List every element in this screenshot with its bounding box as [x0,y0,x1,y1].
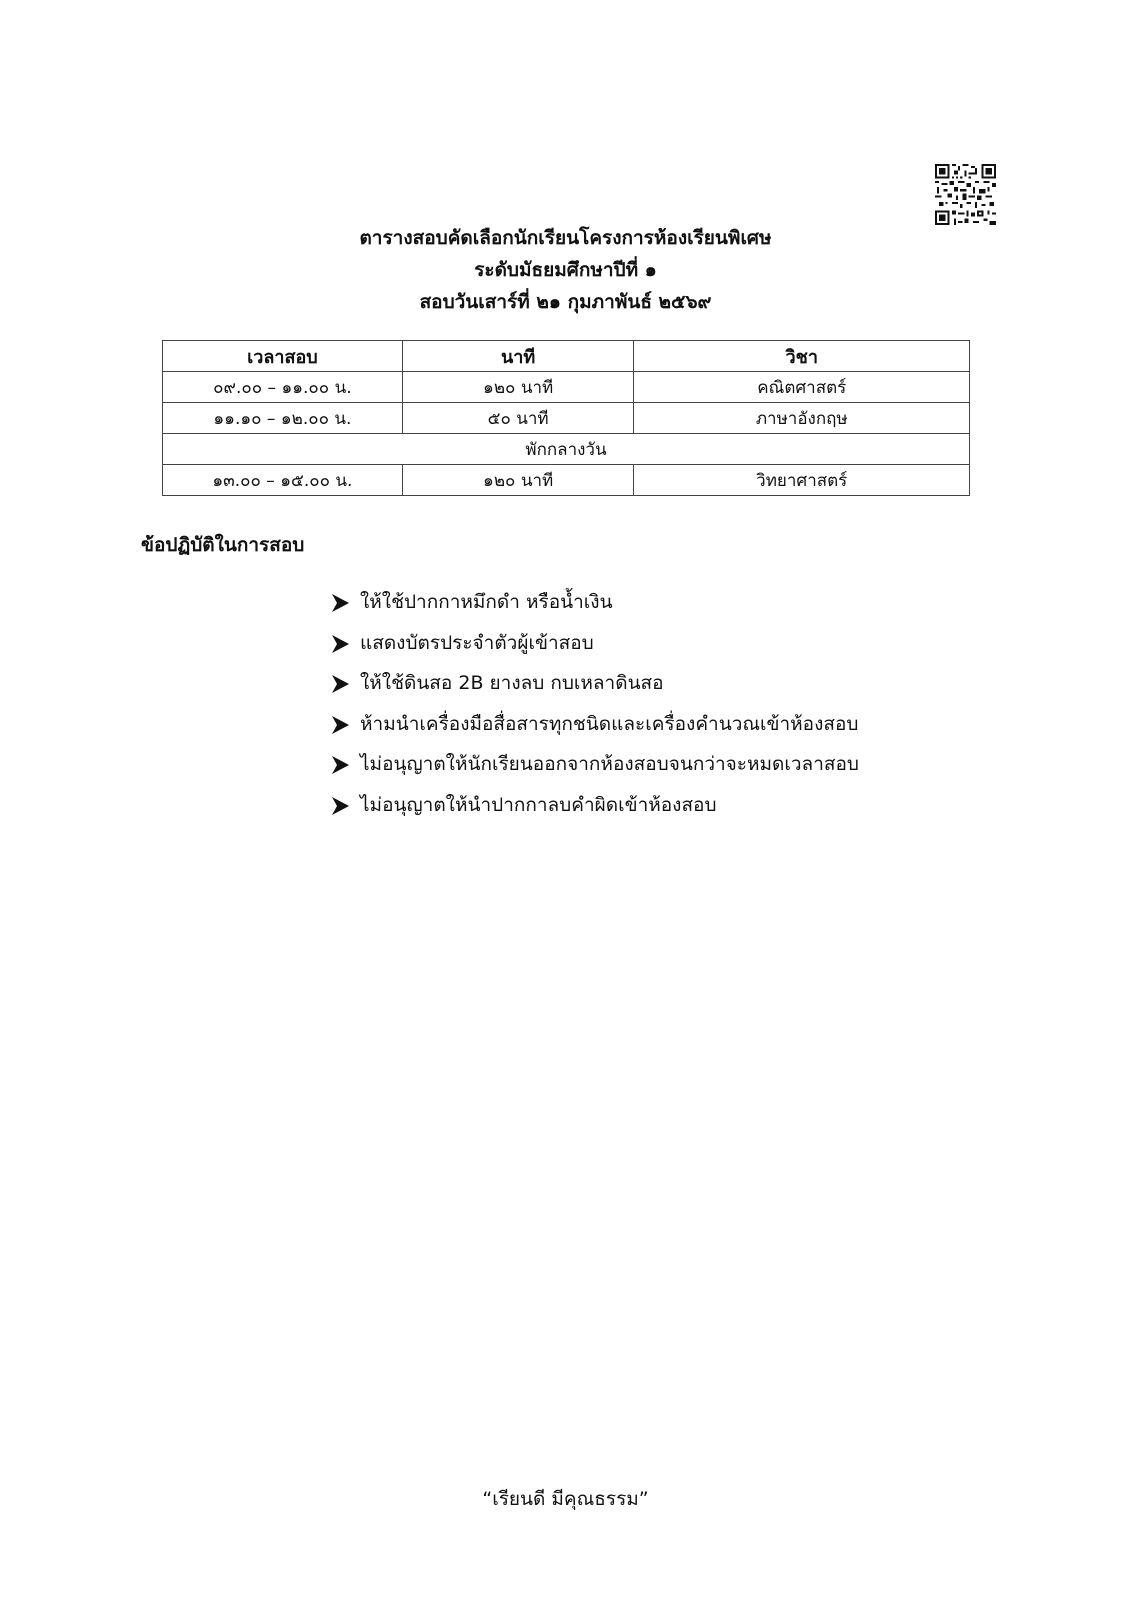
arrowhead-bullet-icon [330,715,350,735]
cell-minutes: ๕๐ นาที [402,403,634,434]
table-row-lunch-break [163,434,970,465]
table-header-row [163,341,970,372]
footer-motto: “เรียนดี มีคุณธรรม” [482,1488,649,1510]
rule-text: ให้ใช้ดินสอ 2B ยางลบ กบเหลาดินสอ [360,672,664,694]
table-row [163,465,970,496]
table-row [163,372,970,403]
cell-time: ๑๓.๐๐ – ๑๕.๐๐ น. [163,465,403,496]
arrowhead-bullet-icon [330,634,350,654]
arrowhead-bullet-icon [330,796,350,816]
list-item [330,785,859,826]
rule-text: แสดงบัตรประจำตัวผู้เข้าสอบ [360,631,594,654]
exam-schedule-table [162,340,970,496]
list-item [330,663,859,704]
qr-code-icon [935,164,996,225]
cell-lunch-break: พักกลางวัน [163,434,970,465]
cell-subject: คณิตศาสตร์ [634,372,970,403]
document-title [0,222,1131,318]
title-line-exam-date: สอบวันเสาร์ที่ ๒๑ กุมภาพันธ์ ๒๕๖๙ [419,291,712,313]
title-line-exam-schedule: ตารางสอบคัดเลือกนักเรียนโครงการห้องเรียนพิเศษ [359,227,772,249]
rule-text: ไม่อนุญาตให้นำปากกาลบคำผิดเข้าห้องสอบ [360,793,717,816]
arrowhead-bullet-icon [330,593,350,613]
cell-minutes: ๑๒๐ นาที [402,465,634,496]
list-item [330,704,859,745]
cell-time: ๑๑.๑๐ – ๑๒.๐๐ น. [163,403,403,434]
list-item [330,744,859,785]
arrowhead-bullet-icon [330,755,350,775]
rules-heading: ข้อปฏิบัติในการสอบ [141,534,305,556]
column-header-minutes: นาที [402,341,634,372]
cell-subject: ภาษาอังกฤษ [634,403,970,434]
rule-text: ไม่อนุญาตให้นักเรียนออกจากห้องสอบจนกว่าจะหมดเวลาสอบ [360,753,859,775]
cell-time: ๐๙.๐๐ – ๑๑.๐๐ น. [163,372,403,403]
cell-minutes: ๑๒๐ นาที [402,372,634,403]
rule-text: ให้ใช้ปากกาหมึกดำ หรือน้ำเงิน [360,591,613,613]
table-row [163,403,970,434]
list-item [330,582,859,623]
list-item [330,623,859,664]
rules-list [330,582,859,825]
column-header-time: เวลาสอบ [163,341,403,372]
arrowhead-bullet-icon [330,674,350,694]
title-line-grade-level: ระดับมัธยมศึกษาปีที่ ๑ [474,259,657,281]
rule-text: ห้ามนำเครื่องมือสื่อสารทุกชนิดและเครื่องคำนวณเข้าห้องสอบ [360,712,859,735]
cell-subject: วิทยาศาสตร์ [634,465,970,496]
column-header-subject: วิชา [634,341,970,372]
